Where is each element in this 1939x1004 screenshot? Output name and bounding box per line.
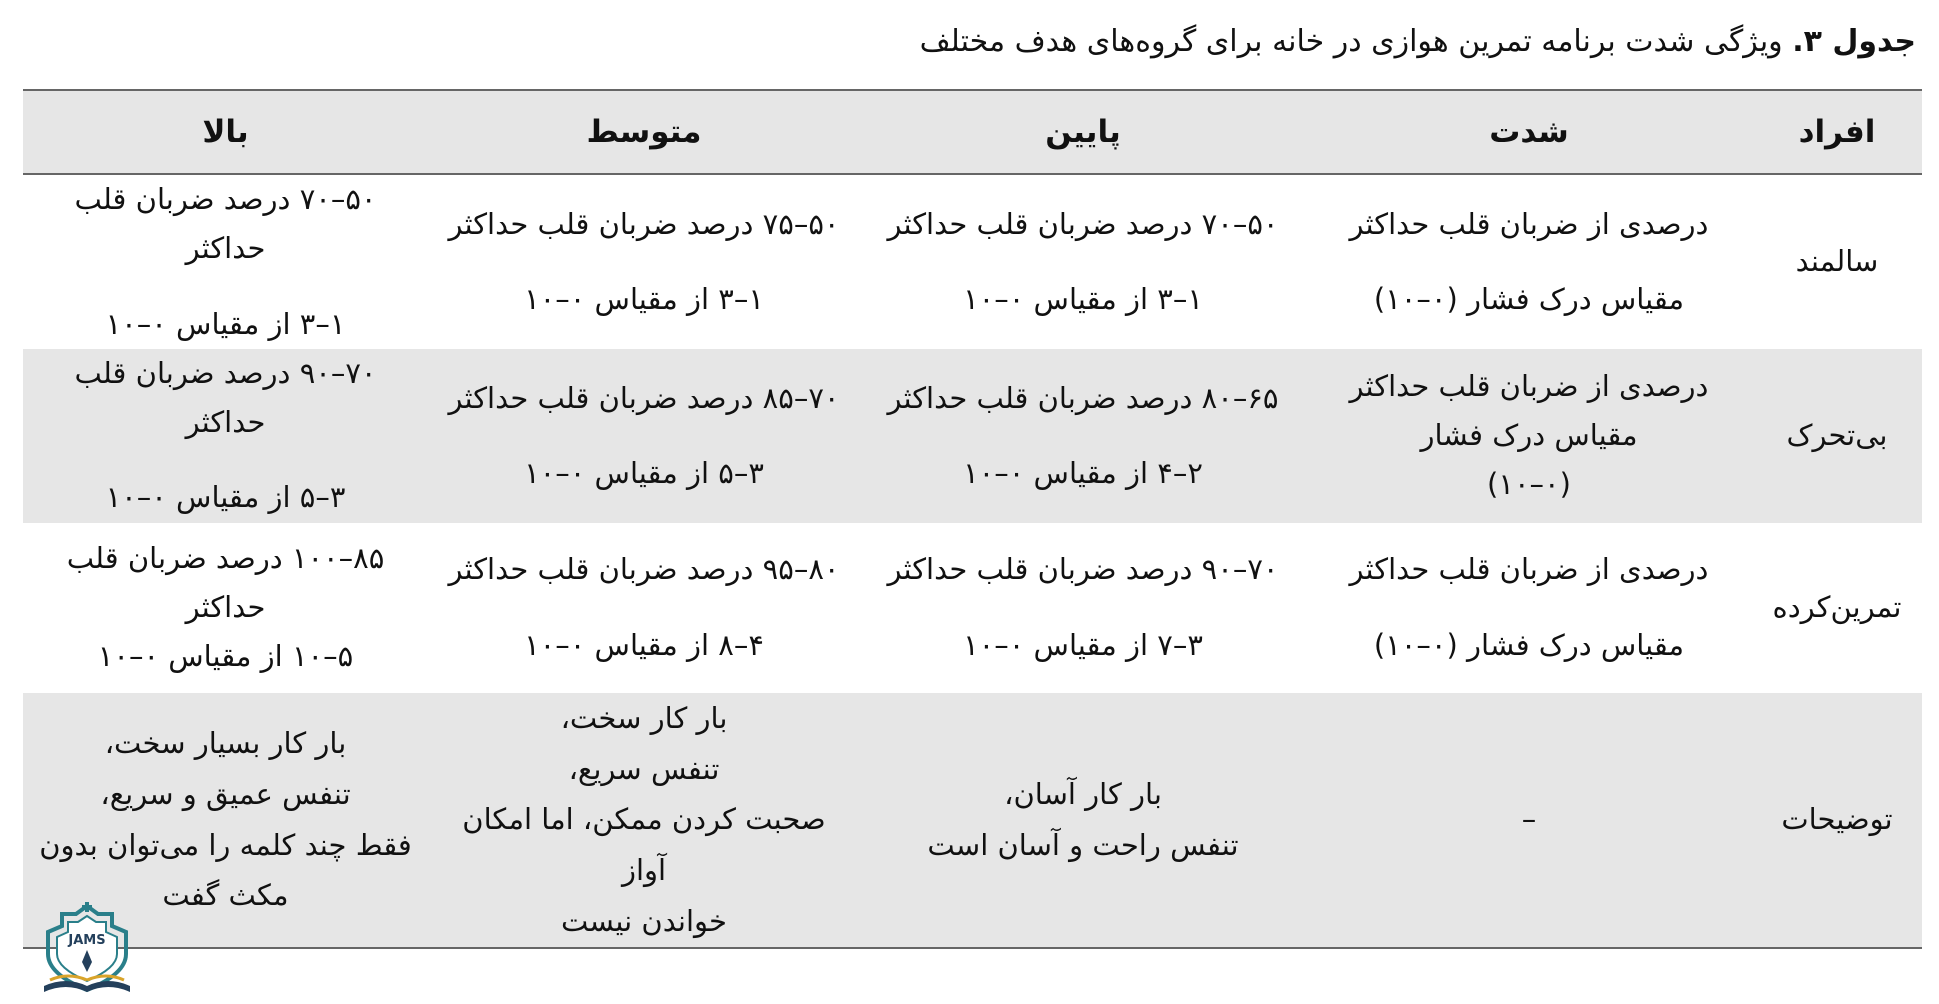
table-caption xyxy=(23,16,1916,68)
table-caption-label: جدول ۳. xyxy=(1792,24,1916,59)
cell-low-trained xyxy=(860,523,1306,693)
jams-logo-icon xyxy=(26,902,148,1000)
table-caption-text: ویژگی شدت برنامه تمرین هوازی در خانه برای گروه‌های هدف مختلف xyxy=(919,24,1783,59)
intensity-table xyxy=(23,89,1922,949)
header-persons: افراد xyxy=(1798,114,1876,150)
cell-moderate-elderly xyxy=(428,174,860,349)
table-row-trained xyxy=(23,523,1922,693)
jams-logo xyxy=(26,902,148,1000)
cell-line: ۱–۳ از مقیاس ۰–۱۰ xyxy=(963,281,1203,316)
header-intensity: شدت xyxy=(1489,114,1569,150)
cell-line: تنفس سریع، xyxy=(568,751,720,786)
cell-line: ۷۰–۸۵ درصد ضربان قلب حداکثر xyxy=(448,380,840,415)
header-high: بالا xyxy=(202,114,249,150)
cell-line: ۲–۴ از مقیاس ۰–۱۰ xyxy=(963,455,1203,490)
cell-low-notes xyxy=(860,693,1306,948)
cell-intensity-sedentary xyxy=(1306,349,1752,523)
cell-line: مکث گفت xyxy=(162,878,289,913)
cell-line: ۴–۸ از مقیاس ۰–۱۰ xyxy=(524,627,764,662)
cell-person-trained: تمرین‌کرده xyxy=(1772,590,1902,625)
cell-line: – xyxy=(1521,802,1537,836)
cell-line: ۶۵–۸۰ درصد ضربان قلب حداکثر xyxy=(887,380,1279,415)
cell-line: ۵–۱۰ از مقیاس ۰–۱۰ xyxy=(97,639,354,674)
cell-high-elderly xyxy=(23,174,428,349)
cell-line: بار کار بسیار سخت، xyxy=(104,726,347,761)
cell-intensity-elderly xyxy=(1306,174,1752,349)
cell-high-sedentary xyxy=(23,349,428,523)
cell-person-notes: توضیحات xyxy=(1781,802,1893,836)
cell-line: درصدی از ضربان قلب حداکثر xyxy=(1349,206,1709,241)
logo-text: JAMS xyxy=(68,933,106,948)
cell-intensity-notes xyxy=(1306,693,1752,948)
cell-line: ۵۰–۷۰ درصد ضربان قلب حداکثر xyxy=(74,182,377,266)
cell-line: بار کار سخت، xyxy=(560,700,728,735)
cell-line: مقیاس درک فشار xyxy=(1420,418,1638,453)
cell-line: ۱–۳ از مقیاس ۰–۱۰ xyxy=(524,281,764,316)
cell-moderate-notes xyxy=(428,693,860,948)
cell-line: تنفس عمیق و سریع، xyxy=(100,776,351,811)
cell-person-elderly: سالمند xyxy=(1795,244,1879,279)
cell-person-sedentary: بی‌تحرک xyxy=(1786,418,1888,453)
cell-line: مقیاس درک فشار (۰–۱۰) xyxy=(1373,627,1685,662)
cell-line: فقط چند کلمه را می‌توان بدون xyxy=(39,827,412,862)
cell-line: مقیاس درک فشار (۰–۱۰) xyxy=(1373,281,1685,316)
cell-intensity-trained xyxy=(1306,523,1752,693)
cell-line: تنفس راحت و آسان است xyxy=(927,827,1239,862)
cell-moderate-sedentary xyxy=(428,349,860,523)
cell-line: ۸۵–۱۰۰ درصد ضربان قلب xyxy=(66,540,385,575)
cell-line: بار کار آسان، xyxy=(1004,776,1162,811)
cell-line: حداکثر xyxy=(185,590,266,625)
cell-line: ۱–۳ از مقیاس ۰–۱۰ xyxy=(105,306,346,341)
table-row-sedentary xyxy=(23,349,1922,523)
cell-line: درصدی از ضربان قلب حداکثر xyxy=(1349,368,1709,403)
table-row-notes xyxy=(23,693,1922,948)
header-low: پایین xyxy=(1045,114,1121,150)
cell-line: درصدی از ضربان قلب حداکثر xyxy=(1349,552,1709,587)
table-row-elderly xyxy=(23,174,1922,349)
cell-moderate-trained xyxy=(428,523,860,693)
cell-line: (۰–۱۰) xyxy=(1487,467,1571,502)
cell-low-sedentary xyxy=(860,349,1306,523)
header-moderate: متوسط xyxy=(586,114,702,150)
cell-line: ۸۰–۹۵ درصد ضربان قلب حداکثر xyxy=(448,552,840,587)
cell-line: ۵۰–۷۰ درصد ضربان قلب حداکثر xyxy=(887,206,1279,241)
table-header-row xyxy=(23,90,1922,174)
cell-line: ۷۰–۹۰ درصد ضربان قلب حداکثر xyxy=(74,355,377,440)
intensity-table-container xyxy=(23,89,1922,949)
logo-cross-bar xyxy=(82,905,92,908)
cell-high-trained xyxy=(23,523,428,693)
cell-line: ۷۰–۹۰ درصد ضربان قلب حداکثر xyxy=(887,552,1279,587)
cell-line: صحبت کردن ممکن، اما امکان آواز xyxy=(462,802,826,888)
cell-line: ۳–۵ از مقیاس ۰–۱۰ xyxy=(105,480,346,515)
cell-line: ۳–۷ از مقیاس ۰–۱۰ xyxy=(963,627,1203,662)
cell-line: ۵۰–۷۵ درصد ضربان قلب حداکثر xyxy=(448,206,840,241)
logo-book xyxy=(44,981,130,992)
cell-low-elderly xyxy=(860,174,1306,349)
cell-line: ۳–۵ از مقیاس ۰–۱۰ xyxy=(524,455,764,490)
cell-line: خواندن نیست xyxy=(561,903,727,938)
